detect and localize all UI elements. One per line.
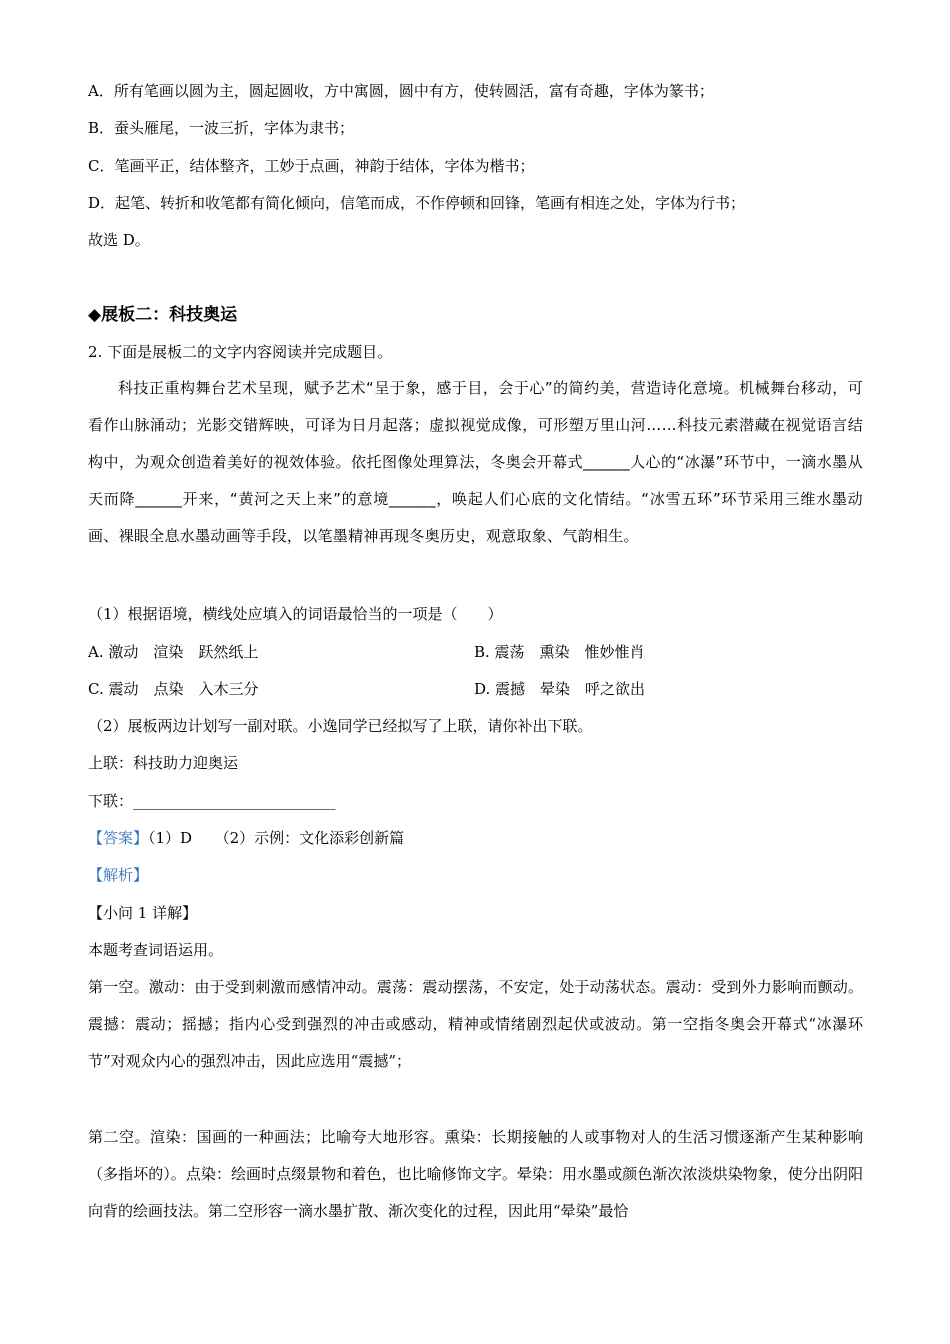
section-heading: ◆展板二：科技奥运 — [88, 305, 238, 325]
analysis-subheading: 【小问 1 详解】 — [88, 904, 198, 922]
answer-text: （1）D （2）示例：文化添彩创新篇 — [148, 829, 405, 847]
question-stem: 2. 下面是展板二的文字内容阅读并完成题目。 — [88, 343, 393, 361]
prev-explanation-d: D．起笔、转折和收笔都有简化倾向，信笔而成，不作停顿和回锋，笔画有相连之处，字体为行书； — [88, 194, 746, 212]
lower-couplet: 下联：___________________________ — [88, 792, 336, 810]
prev-conclusion: 故选 D。 — [88, 231, 150, 249]
option-d: D. 震撼 晕染 呼之欲出 — [474, 680, 646, 698]
analysis-blank-1: 第一空。激动：由于受到刺激而感情冲动。震荡：震动摆荡，不安定，处于动荡状态。震动：受到外力影响而颤动。震撼：震动；摇撼；指内心受到强烈的冲击或感动，精神或情绪剧烈起伏或波动。第一空指冬奥会开幕式“冰瀑环节”对观众内心的强烈冲击，因此应选用“震撼”； — [88, 978, 863, 1070]
analysis-intro: 本题考查词语运用。 — [88, 941, 224, 959]
upper-couplet: 上联：科技助力迎奥运 — [88, 754, 239, 772]
analysis-blank-2: 第二空。渲染：国画的一种画法；比喻夸大地形容。熏染：长期接触的人或事物对人的生活习惯逐渐产生某种影响（多指坏的）。点染：绘画时点缀景物和着色，也比喻修饰文字。晕染：用水墨或颜色渐次浓淡烘染物象，使分出阴阳向背的绘画技法。第二空形容一滴水墨扩散、渐次变化的过程，因此用“晕染”最恰 — [88, 1128, 863, 1220]
prev-explanation-c: C．笔画平正，结体整齐，工妙于点画，神韵于结体，字体为楷书； — [88, 157, 535, 175]
sub-question-2: （2）展板两边计划写一副对联。小逸同学已经拟写了上联，请你补出下联。 — [88, 717, 593, 735]
question-passage: 科技正重构舞台艺术呈现，赋予艺术“呈于象，感于目，会于心”的简约美，营造诗化意境。机械舞台移动，可看作山脉涌动；光影交错辉映，可译为日月起落；虚拟视觉成像，可形塑万里山河……科技元素潜藏在视觉语言结构中，为观众创造着美好的视效体验。依托图像处理算法，冬奥会开幕式______人心的“冰瀑”环节中，一滴水墨从天而降______开来，“黄河之天上来”的意境______，唤起人们心底的文化情结。“冰雪五环”环节采用三维水墨动画、裸眼全息水墨动画等手段，以笔墨精神再现冬奥历史，观意取象、气韵相生。 — [88, 379, 863, 545]
option-a: A. 激动 渲染 跃然纸上 — [88, 643, 259, 661]
option-c: C. 震动 点染 入木三分 — [88, 680, 259, 698]
option-b: B. 震荡 熏染 惟妙惟肖 — [474, 643, 645, 661]
prev-explanation-b: B．蚕头雁尾，一波三折，字体为隶书； — [88, 119, 355, 137]
sub-question-1: （1）根据语境，横线处应填入的词语最恰当的一项是（ ） — [88, 605, 503, 623]
analysis-tag: 【解析】 — [88, 866, 149, 884]
prev-explanation-a: A．所有笔画以圆为主，圆起圆收，方中寓圆，圆中有方，使转圆活，富有奇趣，字体为篆书； — [88, 82, 714, 100]
answer-tag: 【答案】 — [88, 829, 149, 847]
answer-line — [88, 828, 404, 848]
